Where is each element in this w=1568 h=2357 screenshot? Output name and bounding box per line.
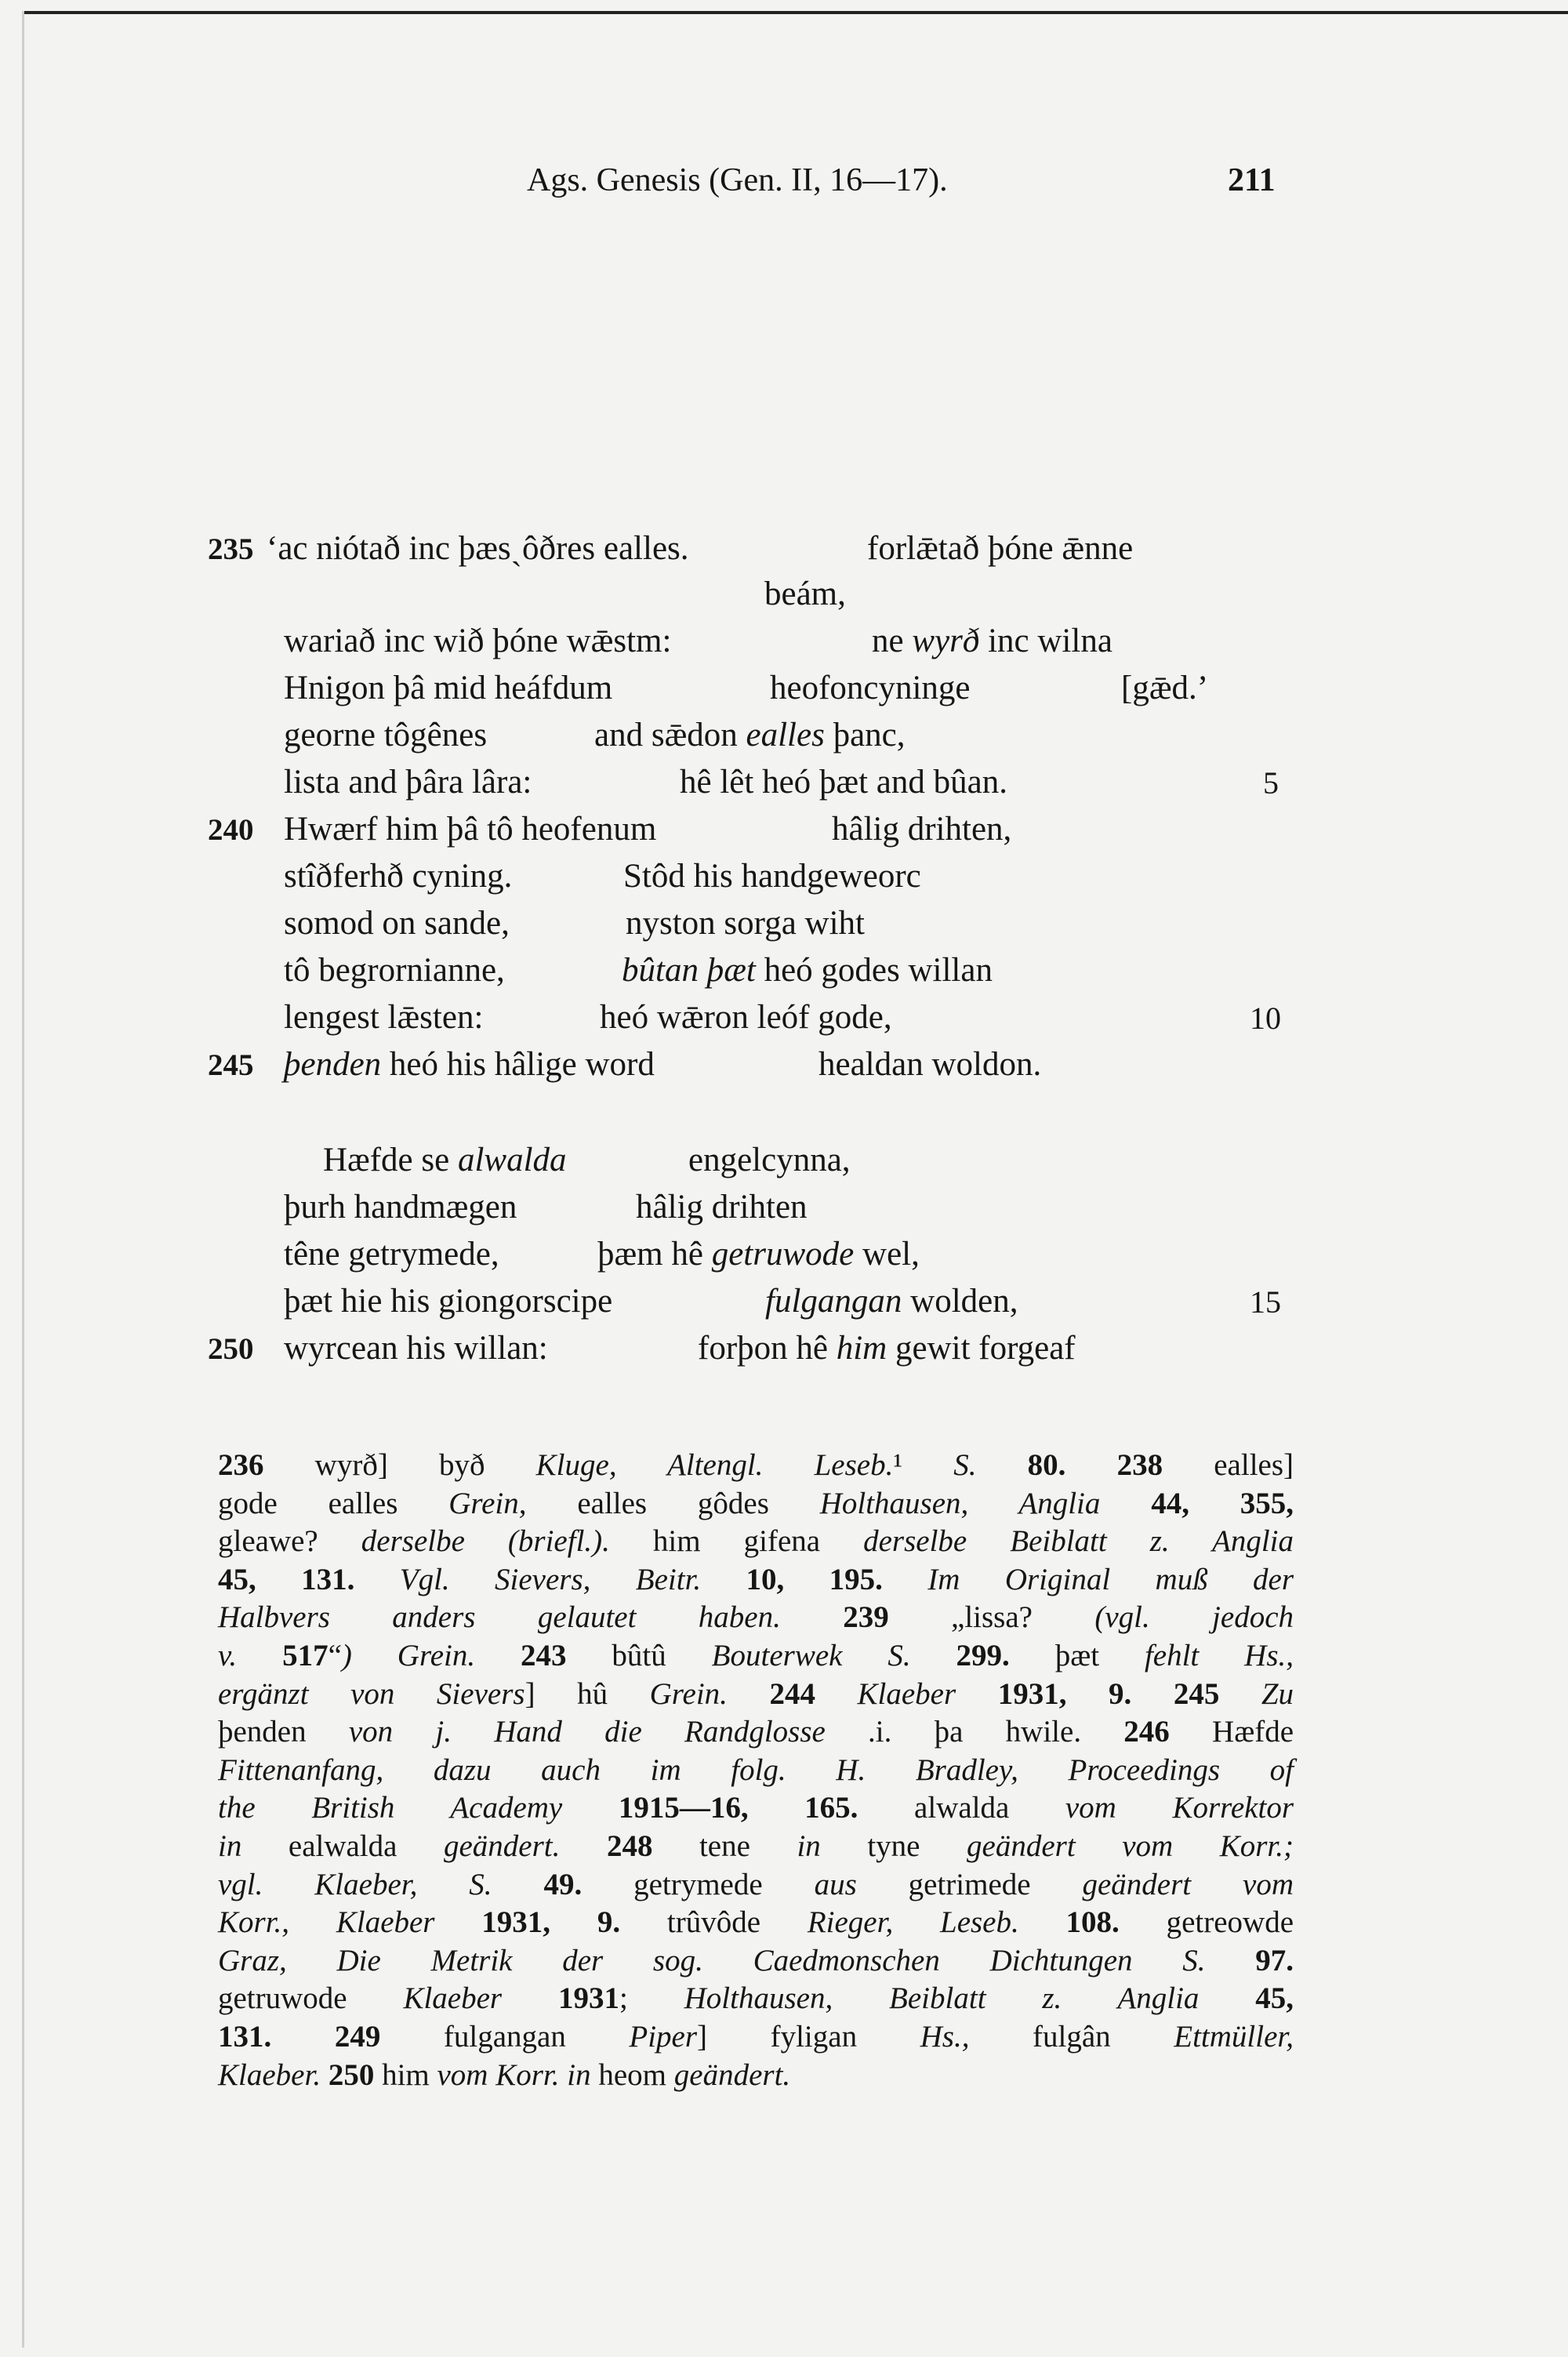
verse-line (0, 810, 1568, 857)
verse-half-a: stîðferhð cyning. (284, 858, 513, 895)
verse-half-a: þæt hie his giongorscipe (284, 1283, 613, 1320)
margin-line-number: 15 (1250, 1284, 1281, 1320)
verse-half-b: heó wǣron leóf gode, (600, 999, 892, 1036)
verse-half-b: forlǣtað þóne ǣnne (867, 530, 1134, 567)
verse-half-a: þurh handmægen (284, 1189, 517, 1226)
margin-line-number: 5 (1263, 765, 1279, 801)
note-line: the British Academy 1915—16, 165. alwalda vom Korrektor (218, 1791, 1294, 1825)
verse-half-b: nyston sorga wiht (626, 905, 865, 942)
margin-line-number: 10 (1250, 1001, 1281, 1036)
note-line: ergänzt von Sievers] hû Grein. 244 Klaeber 1931, 9. 245 Zu (218, 1676, 1294, 1711)
note-line: Klaeber. 250 him vom Korr. in heom geändert. (218, 2057, 791, 2092)
verse-line (0, 575, 1568, 622)
verse-line (0, 716, 1568, 763)
running-header (0, 162, 1568, 209)
note-line: Fittenanfang, dazu auch im folg. H. Bradley, Proceedings of (218, 1752, 1294, 1787)
note-line: gleawe? derselbe (briefl.). him gifena derselbe Beiblatt z. Anglia (218, 1524, 1294, 1559)
note-line: Halbvers anders gelautet haben. 239 „lissa? (vgl. jedoch (218, 1600, 1294, 1635)
line-number: 235 (208, 532, 254, 566)
verse-half-a: georne tôgênes (284, 717, 488, 754)
verse-half-b: healdan woldon. (818, 1046, 1042, 1083)
verse-half-b: engelcynna, (688, 1142, 851, 1178)
verse-half-a: somod on sande, (284, 905, 510, 942)
verse-half-b: hê lêt heó þæt and bûan. (680, 764, 1007, 801)
verse-line (0, 1329, 1568, 1376)
note-line: Graz, Die Metrik der sog. Caedmonschen Dichtungen S. 97. (218, 1943, 1294, 1977)
verse-half-b: heofoncyninge (770, 670, 971, 706)
note-line: getruwode Klaeber 1931; Holthausen, Beiblatt z. Anglia 45, (218, 1981, 1294, 2016)
verse-line (0, 1282, 1568, 1329)
verse-half-b: þæm hê getruwode wel, (597, 1236, 920, 1273)
verse-half-a: lengest lǣsten: (284, 999, 484, 1036)
verse-half-a: tô begrornianne, (284, 952, 505, 989)
verse-half-b: and sǣdon ealles þanc, (594, 717, 906, 754)
verse-half-b: bûtan þæt heó godes willan (622, 952, 993, 989)
verse-half-a: þenden heó his hâlige word (284, 1046, 655, 1083)
verse-half-a: ‘ac niótað inc þæsˎôðres ealles. (267, 530, 689, 567)
note-line: vgl. Klaeber, S. 49. getrymede aus getrimede geändert vom (218, 1867, 1294, 1901)
note-line: 131. 249 fulgangan Piper] fyligan Hs., fulgân Ettmüller, (218, 2019, 1294, 2054)
verse-half-a: Hwærf him þâ tô heofenum (284, 811, 657, 848)
running-title: Ags. Genesis (Gen. II, 16—17). (527, 162, 948, 198)
verse-line (0, 998, 1568, 1045)
verse-half-b: hâlig drihten (636, 1189, 808, 1226)
line-number: 250 (208, 1332, 254, 1366)
verse-half-b: Stôd his handgeweorc (623, 858, 921, 895)
verse-line (0, 529, 1568, 576)
verse-line (0, 622, 1568, 669)
apparatus (218, 1447, 1294, 2094)
verse-line (0, 857, 1568, 904)
note-line: 236 wyrð] byð Kluge, Altengl. Leseb.¹ S. 80. 238 ealles] (218, 1448, 1294, 1482)
verse-half-a: Hæfde se alwalda (323, 1142, 567, 1178)
verse-line (0, 763, 1568, 810)
verse-half-b: fulgangan wolden, (765, 1283, 1018, 1320)
verse-half-a: lista and þâra lâra: (284, 764, 532, 801)
note-line: Korr., Klaeber 1931, 9. trûvôde Rieger, Leseb. 108. getreowde (218, 1905, 1294, 1940)
verse-half-b: hâlig drihten, (832, 811, 1012, 848)
note-line: in ealwalda geändert. 248 tene in tyne geändert vom Korr.; (218, 1829, 1294, 1863)
verse-line (0, 904, 1568, 951)
verse-half-b (872, 622, 1112, 660)
verse-line (0, 669, 1568, 716)
verse-line (0, 1188, 1568, 1235)
page-number: 211 (1228, 162, 1276, 198)
note-line: þenden von j. Hand die Randglosse .i. þa hwile. 246 Hæfde (218, 1715, 1294, 1749)
verse-half-b: forþon hê him gewit forgeaf (698, 1330, 1076, 1367)
verse-line (0, 1141, 1568, 1188)
note-line: 45, 131. Vgl. Sievers, Beitr. 10, 195. Im Original muß der (218, 1562, 1294, 1596)
line-number: 245 (208, 1048, 254, 1082)
verse-line (0, 951, 1568, 998)
verse-half-a: wyrcean his willan: (284, 1330, 548, 1367)
verse-half-a: têne getrymede, (284, 1236, 499, 1273)
verse-half-b-text: ne wyrð inc wilna (872, 623, 1112, 659)
verse-half-b: beám, (764, 576, 846, 612)
line-number: 240 (208, 813, 254, 847)
verse-line (0, 1235, 1568, 1282)
verse-overflow: [gǣd.’ (1121, 670, 1209, 706)
note-line: v. 517“) Grein. 243 bûtû Bouterwek S. 299. þæt fehlt Hs., (218, 1638, 1294, 1672)
verse-line (0, 1045, 1568, 1092)
verse-half-a: Hnigon þâ mid heáfdum (284, 670, 613, 706)
note-line: gode ealles Grein, ealles gôdes Holthausen, Anglia 44, 355, (218, 1486, 1294, 1520)
top-border (24, 11, 1568, 14)
verse-half-a: wariað inc wið þóne wǣstm: (284, 623, 672, 659)
